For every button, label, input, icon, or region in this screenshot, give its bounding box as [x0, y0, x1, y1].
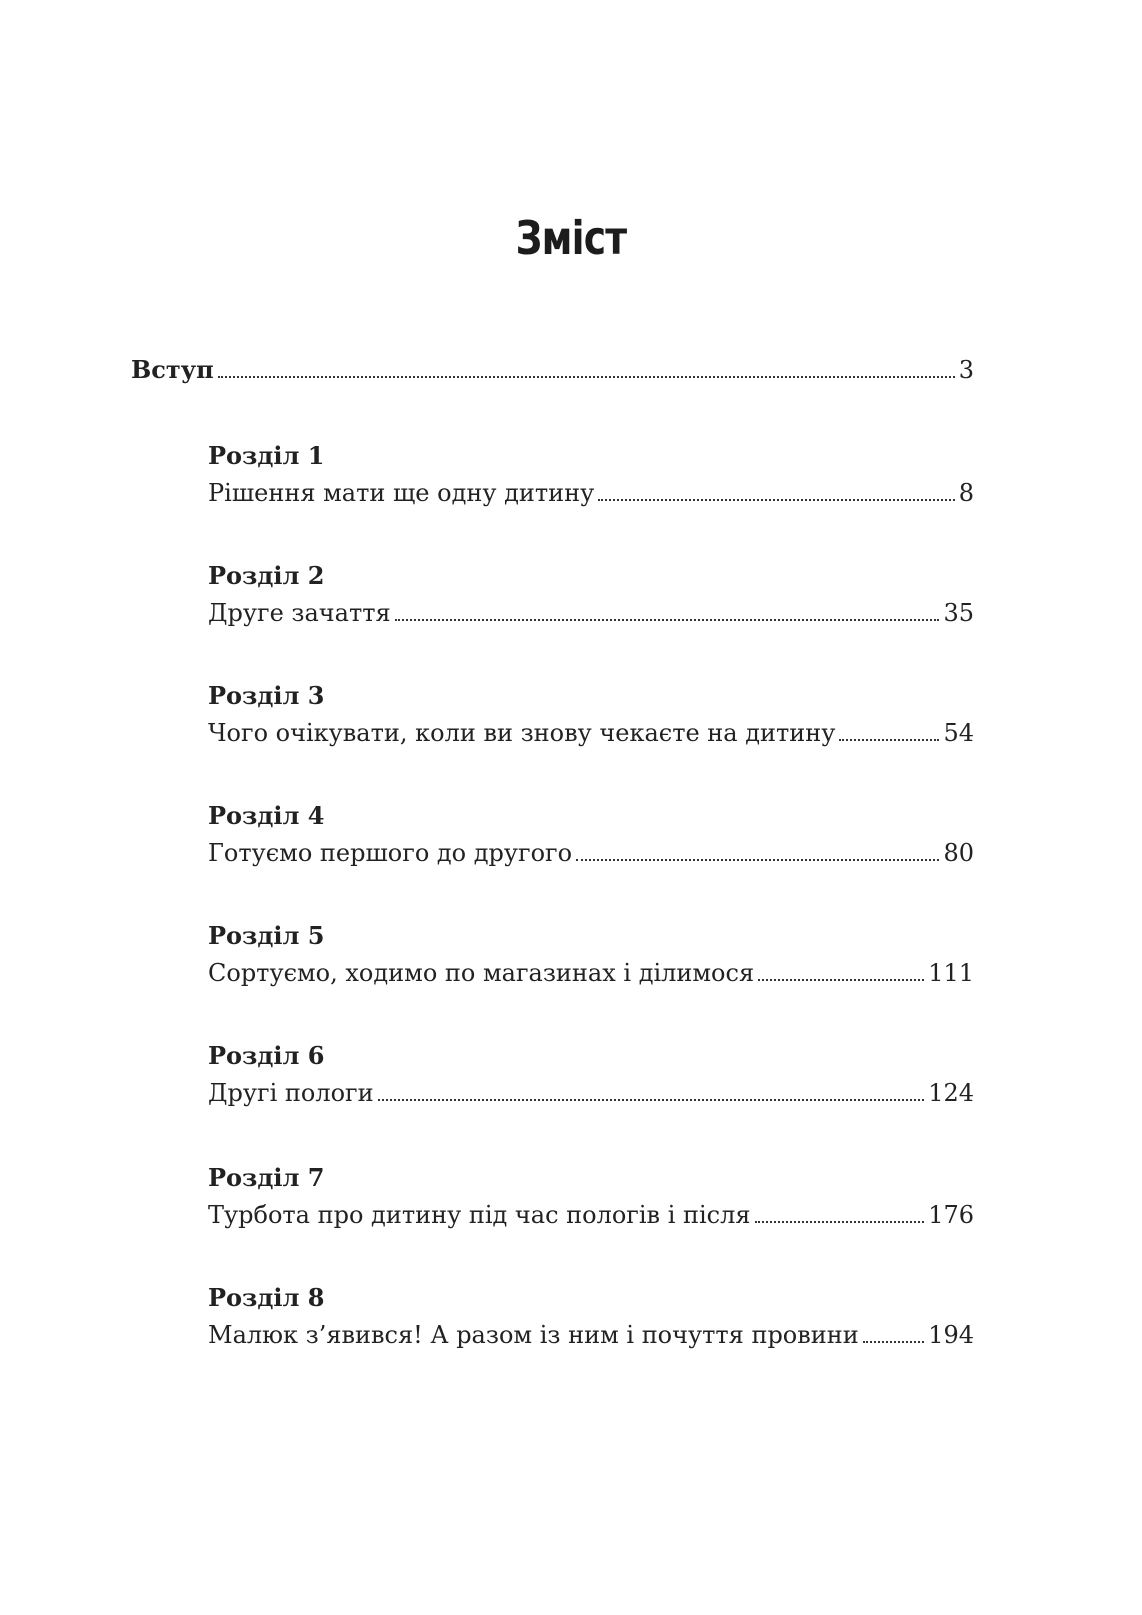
toc-page-number: 80 — [943, 839, 974, 867]
dot-leader — [863, 1341, 924, 1343]
dot-leader — [576, 859, 939, 861]
toc-page-number: 3 — [958, 356, 974, 384]
chapter-heading-4: Розділ 4 — [208, 801, 325, 830]
toc-entry-chapter-8[interactable] — [208, 1319, 974, 1351]
toc-entry-title: Сортуємо, ходимо по магазинах і ділимося — [208, 959, 755, 987]
toc-entry-title: Турбота про дитину під час пологів і після — [208, 1201, 751, 1229]
chapter-heading-8: Розділ 8 — [208, 1283, 325, 1312]
toc-entry-chapter-1[interactable] — [208, 477, 974, 509]
toc-page-number: 111 — [928, 959, 974, 987]
toc-page-number: 176 — [928, 1201, 974, 1229]
toc-page-number: 194 — [928, 1321, 974, 1349]
toc-entry-title: Рішення мати ще одну дитину — [208, 479, 595, 507]
chapter-heading-2: Розділ 2 — [208, 561, 325, 590]
toc-entry-intro[interactable] — [131, 354, 974, 386]
dot-leader — [598, 499, 954, 501]
chapter-heading-6: Розділ 6 — [208, 1041, 325, 1070]
dot-leader — [758, 979, 924, 981]
toc-page-number: 8 — [958, 479, 974, 507]
toc-entry-title: Готуємо першого до другого — [208, 839, 573, 867]
toc-entry-chapter-6[interactable] — [208, 1077, 974, 1109]
toc-entry-chapter-4[interactable] — [208, 837, 974, 869]
chapter-heading-1: Розділ 1 — [208, 441, 325, 470]
dot-leader — [395, 619, 940, 621]
toc-entry-chapter-2[interactable] — [208, 597, 974, 629]
chapter-heading-7: Розділ 7 — [208, 1163, 325, 1192]
chapter-heading-5: Розділ 5 — [208, 921, 325, 950]
toc-entry-chapter-7[interactable] — [208, 1199, 974, 1231]
toc-entry-title: Малюк з’явився! А разом із ним і почуття провини — [208, 1321, 859, 1349]
toc-page-number: 124 — [928, 1079, 974, 1107]
toc-entry-title: Друге зачаття — [208, 599, 391, 627]
page-title: Зміст — [515, 211, 627, 265]
toc-page-number: 54 — [943, 719, 974, 747]
toc-page-number: 35 — [943, 599, 974, 627]
dot-leader — [378, 1099, 925, 1101]
toc-entry-chapter-3[interactable] — [208, 717, 974, 749]
toc-entry-chapter-5[interactable] — [208, 957, 974, 989]
chapter-heading-3: Розділ 3 — [208, 681, 325, 710]
toc-entry-title: Вступ — [131, 355, 214, 384]
dot-leader — [755, 1221, 925, 1223]
dot-leader — [839, 739, 939, 741]
dot-leader — [218, 376, 955, 378]
toc-entry-title: Другі пологи — [208, 1079, 374, 1107]
toc-entry-title: Чого очікувати, коли ви знову чекаєте на дитину — [208, 719, 836, 747]
